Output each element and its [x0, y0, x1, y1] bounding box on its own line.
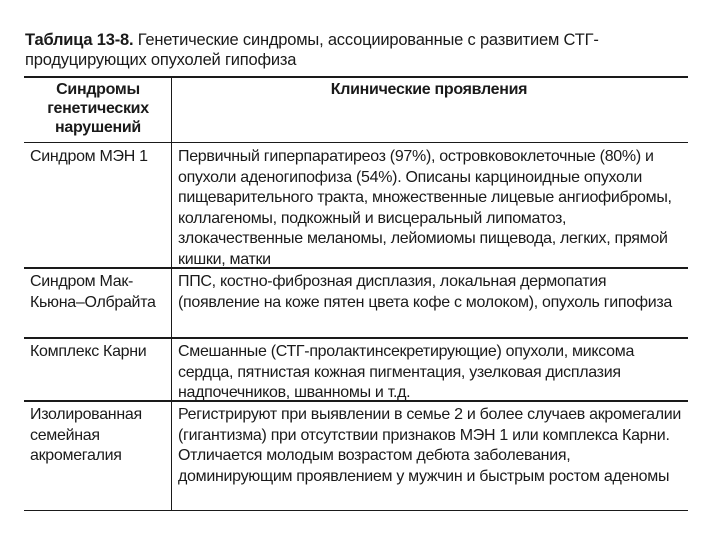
column-separator — [171, 402, 172, 510]
table-row-manifestations: ППС, костно-фиброзная дисплазия, локальная дермопатия (появление на коже пятен цвета кофе с молоком), опухоль гипофиза — [178, 273, 672, 311]
table-title: Генетические синдромы, ассоциированные с развитием СТГ-продуцирующих опухолей гипофиза — [25, 31, 599, 69]
table-row-syndrome: Синдром МЭН 1 — [30, 148, 148, 165]
table-row-manifestations: Первичный гиперпаратиреоз (97%), островковоклеточные (80%) и опухоли аденогипофиза (54%). Описаны карциноидные опухоли пищеварительного тракта, множественные лицевые ангиофибромы, коллагеномы, подкожный и висцеральный липоматоз, злокачественные меланомы, лейомиомы пищевода, легких, прямой кишки, матки — [178, 148, 672, 268]
table-caption — [25, 30, 690, 70]
table-row-syndrome: Синдром Мак-Кьюна–Олбрайта — [30, 273, 156, 311]
row-divider — [24, 337, 688, 339]
table-bottom-rule — [24, 510, 688, 511]
column-separator — [171, 143, 172, 267]
table-label: Таблица 13-8. — [25, 31, 134, 49]
table-top-rule — [24, 76, 688, 78]
column-separator — [171, 269, 172, 337]
table-row-manifestations: Смешанные (СТГ-пролактинсекретирующие) опухоли, миксома сердца, пятнистая кожная пигментация, узелковая дисплазия надпочечников, шванномы и т.д. — [178, 343, 635, 401]
syndromes-table — [24, 76, 688, 512]
header-bottom-rule — [24, 142, 688, 143]
table-row-syndrome: Изолированная семейная акромегалия — [30, 406, 142, 464]
column-separator — [171, 339, 172, 400]
header-syndromes: Синдромы генетических нарушений — [47, 81, 149, 136]
table-row-syndrome: Комплекс Карни — [30, 343, 147, 360]
header-manifestations: Клинические проявления — [330, 81, 528, 98]
table-row-manifestations: Регистрируют при выявлении в семье 2 и более случаев акромегалии (гигантизма) при отсутствии признаков МЭН 1 или комплекса Карни. Отличается молодым возрастом дебюта заболевания, доминирующим проявлением у мужчин и быстрым ростом аденомы — [178, 406, 682, 485]
column-separator — [171, 78, 172, 142]
